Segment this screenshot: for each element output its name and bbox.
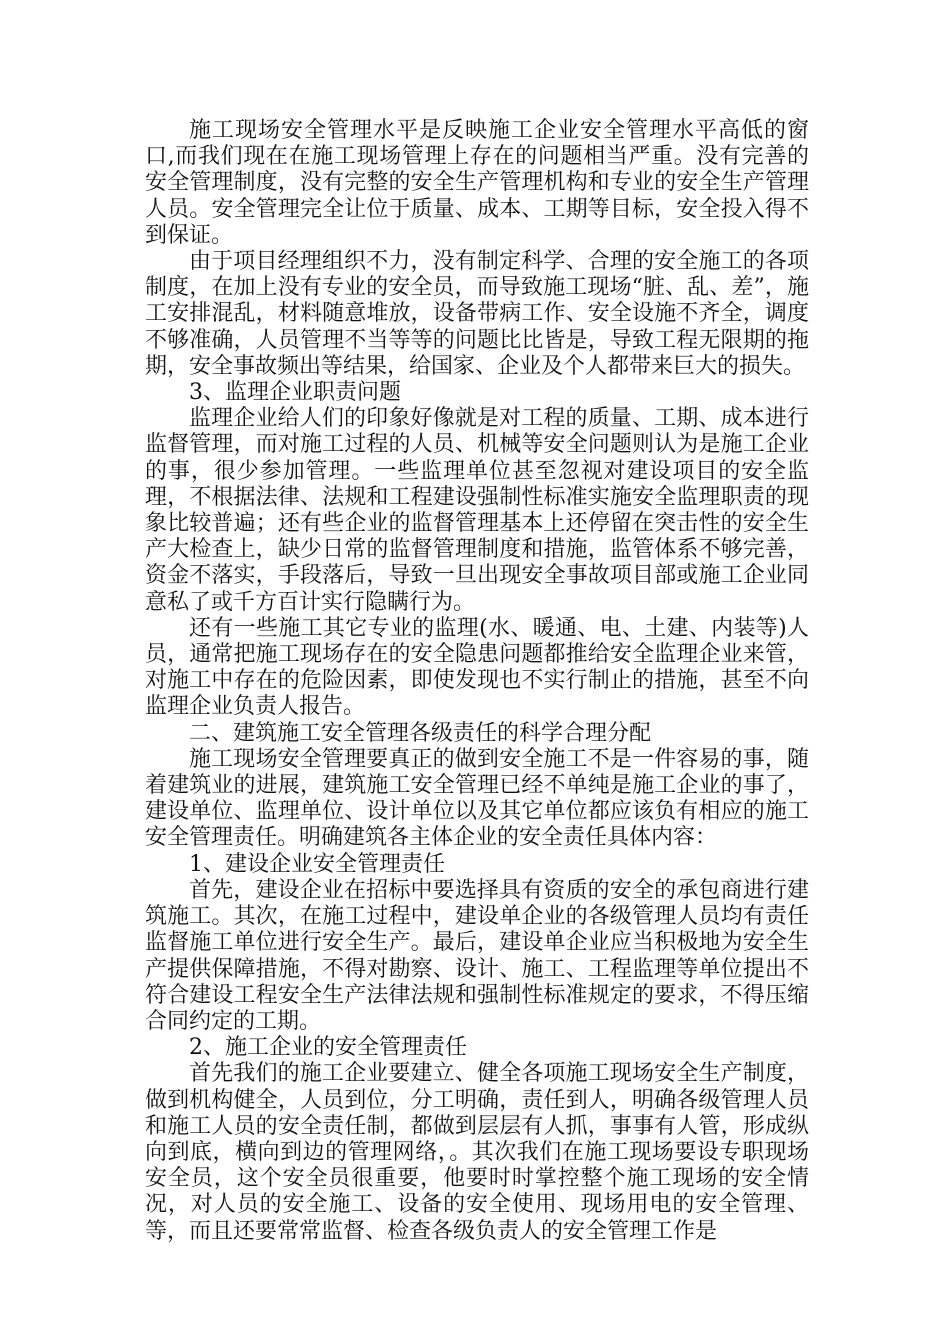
- section-heading: 2、施工企业的安全管理责任: [189, 1035, 467, 1061]
- paragraph: 施工现场安全管理水平是反映施工企业安全管理水平高低的窗口,而我们现在在施工现场管理上存在的问题相当严重。没有完善的安全管理制度，没有完整的安全生产管理机构和专业的安全生产管理人员。安全管理完全让位于质量、成本、工期等目标，安全投入得不到保证。: [145, 118, 809, 248]
- paragraph: 首先我们的施工企业要建立、健全各项施工现场安全生产制度，做到机构健全，人员到位，分工明确，责任到人，明确各级管理人员和施工人员的安全责任制，都做到层层有人抓，事事有人管，形成纵向到底，横向到边的管理网络，。其次我们在施工现场要设专职现场安全员，这个安全员很重要，他要时时掌控整个施工现场的安全情况，对人员的安全施工、设备的安全使用、现场用电的安全管理、等，而且还要常常监督、检查各级负责人的安全管理工作是: [145, 1061, 809, 1244]
- section-heading: 二、建筑施工安全管理各级责任的科学合理分配: [189, 720, 652, 746]
- paragraph: 由于项目经理组织不力，没有制定科学、合理的安全施工的各项制度，在加上没有专业的安全员，而导致施工现场“脏、乱、差”，施工安排混乱，材料随意堆放，设备带病工作、安全设施不齐全，调度不够准确，人员管理不当等等的问题比比皆是，导致工程无限期的拖期，安全事故频出等结果，给国家、企业及个人都带来巨大的损失。: [145, 249, 809, 379]
- paragraph: 还有一些施工其它专业的监理(水、暖通、电、土建、内装等)人员，通常把施工现场存在的安全隐患问题都推给安全监理企业来管，对施工中存在的危险因素，即使发现也不实行制止的措施，甚至不向监理企业负责人报告。: [145, 615, 809, 720]
- section-heading: 1、建设企业安全管理责任: [189, 851, 445, 877]
- paragraph: 首先，建设企业在招标中要选择具有资质的安全的承包商进行建筑施工。其次，在施工过程中，建设单企业的各级管理人员均有责任监督施工单位进行安全生产。最后，建设单企业应当积极地为安全生产提供保障措施，不得对勘察、设计、施工、工程监理等单位提出不符合建设工程安全生产法律法规和强制性标准规定的要求，不得压缩合同约定的工期。: [145, 877, 809, 1034]
- section-heading: 3、监理企业职责问题: [189, 380, 401, 406]
- paragraph: 监理企业给人们的印象好像就是对工程的质量、工期、成本进行监督管理，而对施工过程的人员、机械等安全问题则认为是施工企业的事，很少参加管理。一些监理单位甚至忽视对建设项目的安全监理，不根据法律、法规和工程建设强制性标准实施安全监理职责的现象比较普遍；还有些企业的监督管理基本上还停留在突击性的安全生产大检查上，缺少日常的监督管理制度和措施，监管体系不够完善，资金不落实，手段落后，导致一旦出现安全事故项目部或施工企业同意私了或千方百计实行隐瞒行为。: [145, 406, 809, 615]
- paragraph: 施工现场安全管理要真正的做到安全施工不是一件容易的事，随着建筑业的进展，建筑施工安全管理已经不单纯是施工企业的事了，建设单位、监理单位、设计单位以及其它单位都应该负有相应的施工安全管理责任。明确建筑各主体企业的安全责任具体内容：: [145, 746, 809, 851]
- document-body: [145, 118, 809, 1245]
